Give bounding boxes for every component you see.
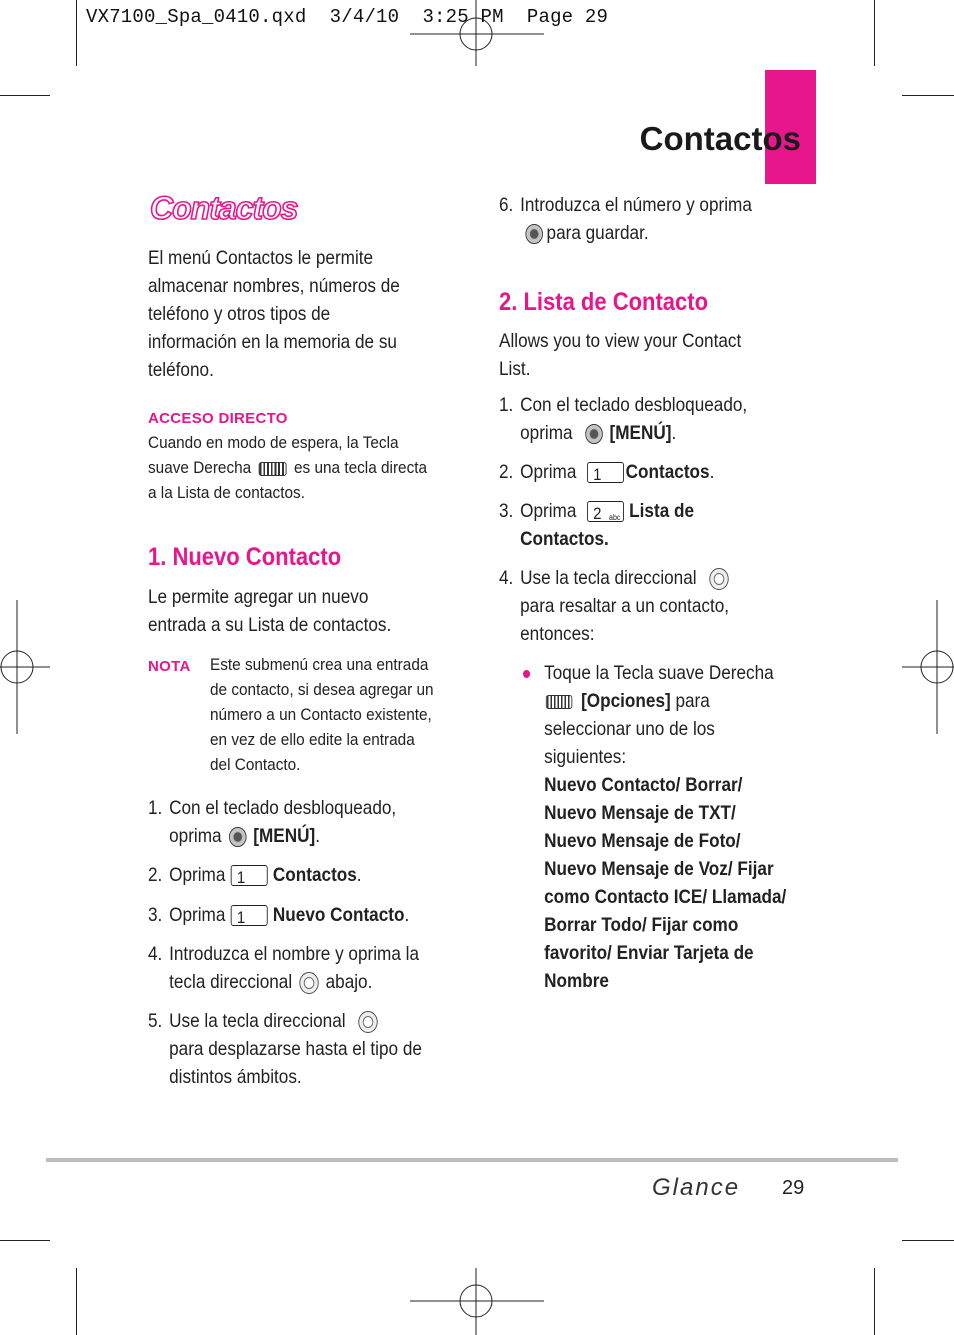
new-contact-intro: Le permite agregar un nuevo entrada a su Lista de contactos. (148, 586, 392, 636)
new-contact-step-4: 4. Introduzca el nombre y oprima la tecla direccional abajo. (148, 943, 420, 993)
crop-mark (902, 95, 954, 96)
options-bullet: Toque la Tecla suave Derecha [Opciones] para seleccionar uno de los siguientes: Nuevo Contacto/ Borrar/ Nuevo Mensaje de TXT/ Nuevo Mensaje de Foto/ Nuevo Mensaje de Voz/ Fijar como Contacto ICE/ Llamada/ Borrar Todo/ Fijar como favorito/ Enviar Tarjeta de Nombre (523, 659, 786, 995)
contact-list-step-4: 4. Use la tecla direccional para resaltar a un contacto, entonces: (499, 567, 730, 645)
crop-mark (902, 1240, 954, 1241)
key-2-icon: 2 abc (587, 501, 624, 522)
brand-logo: Glance (652, 1174, 741, 1201)
new-contact-step-2: 2. Oprima 1 Contactos. (148, 864, 362, 888)
directional-key-icon (299, 972, 318, 994)
directional-key-icon (358, 1011, 377, 1033)
registration-mark-left (0, 600, 50, 734)
contact-list-step-3: 3. Oprima 2 abc Lista de Contactos. (499, 500, 695, 550)
shortcut-label: ACCESO DIRECTO (148, 410, 288, 427)
bullet-icon (523, 670, 530, 678)
crop-mark (874, 1268, 875, 1335)
file-slug: VX7100_Spa_0410.qxd 3/4/10 3:25 PM Page 29 (86, 6, 609, 28)
crop-mark (76, 1268, 77, 1335)
note-label: NOTA (148, 658, 191, 675)
footer-rule (46, 1158, 898, 1162)
crop-mark (874, 0, 875, 66)
new-contact-step-3: 3. Oprima 1 Nuevo Contacto. (148, 904, 410, 928)
subsection-title-new-contact: 1. Nuevo Contacto (148, 543, 342, 571)
key-1-icon: 1 (231, 865, 268, 886)
crop-mark (0, 1240, 50, 1241)
contact-list-step-1: 1. Con el teclado desbloqueado, oprima [MENÚ]. (499, 394, 748, 444)
ok-key-icon (585, 424, 603, 444)
section-title: Contactos (150, 190, 298, 226)
new-contact-step-6: 6. Introduzca el número y oprima para guardar. (499, 194, 752, 244)
crop-mark (76, 0, 77, 66)
intro-paragraph: El menú Contactos le permite almacenar nombres, números de teléfono y otros tipos de información en la memoria de su teléfono. (148, 247, 400, 381)
key-1-icon: 1 (587, 462, 624, 483)
shortcut-text: Cuando en modo de espera, la Tecla suave Derecha es una tecla directa a la Lista de contactos. (148, 434, 428, 502)
registration-mark-bottom (410, 1268, 544, 1335)
right-soft-key-icon (259, 462, 287, 476)
ok-key-icon (229, 827, 247, 847)
registration-mark-right (902, 600, 954, 734)
subsection-title-contact-list: 2. Lista de Contacto (499, 288, 709, 316)
ok-key-icon (525, 224, 543, 244)
new-contact-step-5: 5. Use la tecla direccional para desplazarse hasta el tipo de distintos ámbitos. (148, 1010, 422, 1088)
new-contact-step-1: 1. Con el teclado desbloqueado, oprima [MENÚ]. (148, 797, 397, 847)
note-text: Este submenú crea una entrada de contacto, si desea agregar un número a un Contacto existente, en vez de ello edite la entrada del Contacto. (210, 656, 434, 774)
crop-mark (0, 95, 50, 96)
page-number: 29 (782, 1177, 805, 1199)
page-title: Contactos (639, 120, 801, 157)
key-1-icon: 1 (231, 905, 268, 926)
right-soft-key-icon (546, 695, 572, 709)
directional-key-icon (709, 568, 728, 590)
contact-list-step-2: 2. Oprima 1 Contactos. (499, 461, 715, 485)
contact-list-intro: Allows you to view your Contact List. (499, 330, 742, 380)
